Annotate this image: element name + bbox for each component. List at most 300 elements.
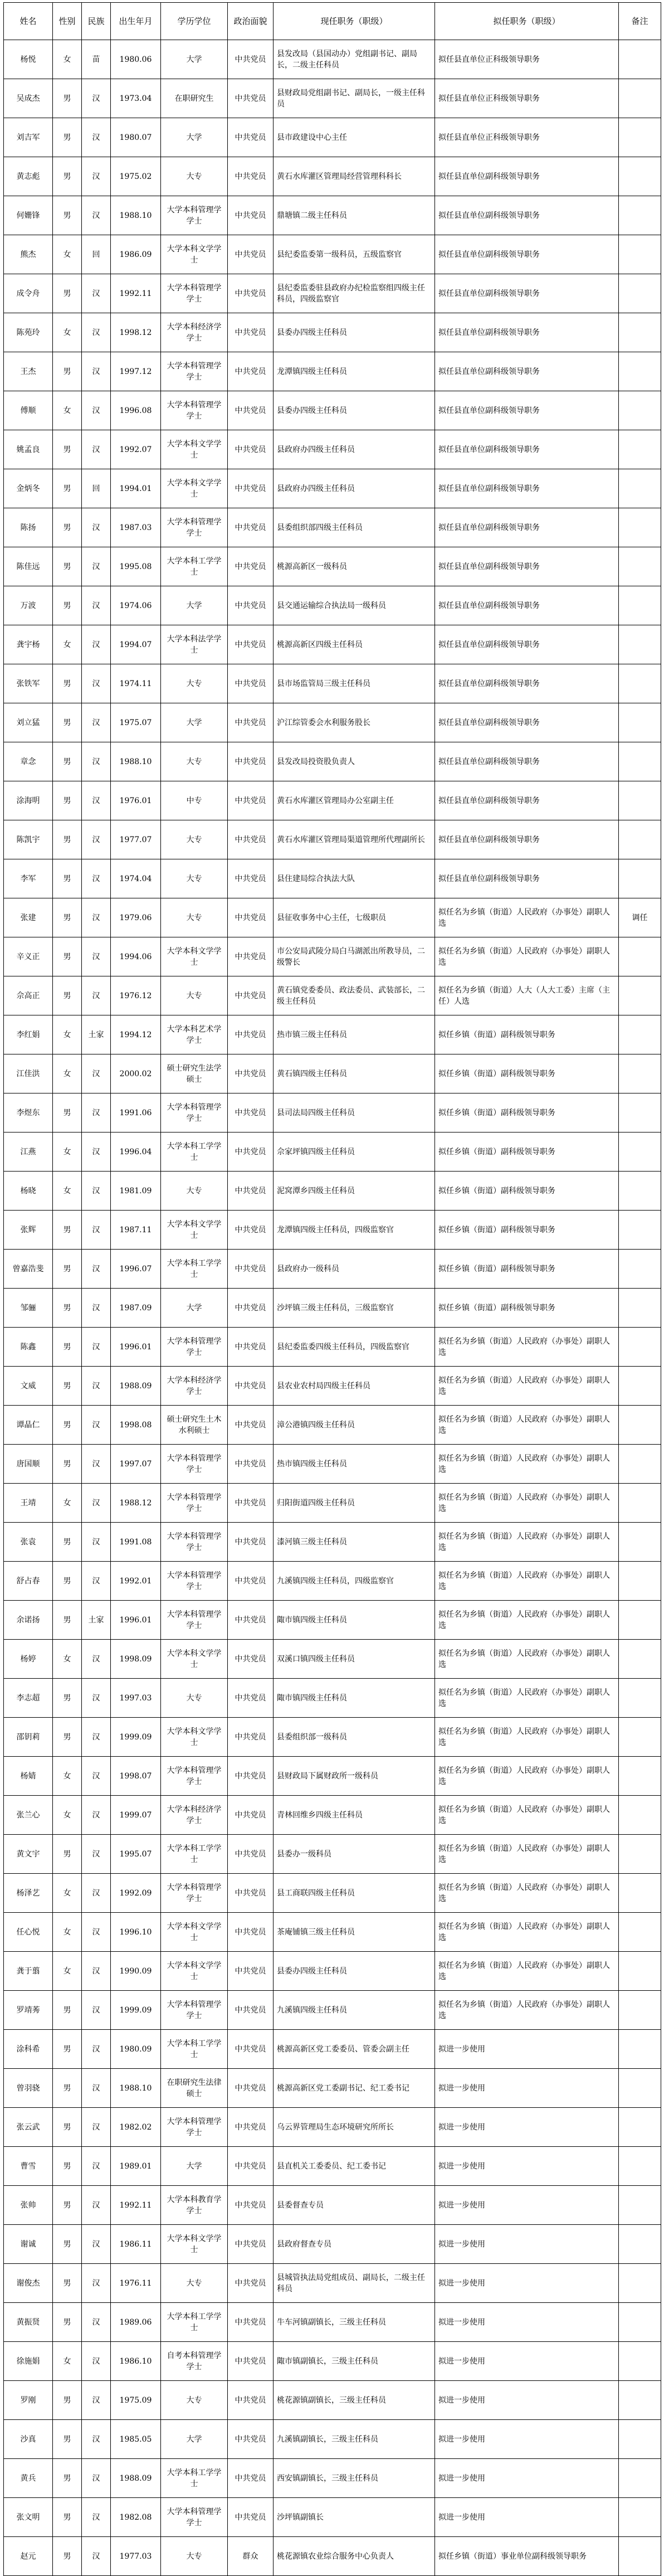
birth-cell: 1975.09 — [111, 2381, 161, 2420]
current-post-cell: 黄石水库灌区管理局办公室副主任 — [274, 781, 435, 820]
ethnicity-cell: 汉 — [82, 313, 111, 352]
remarks-cell — [619, 1211, 661, 1250]
political-cell: 中共党员 — [228, 274, 274, 313]
political-cell: 中共党员 — [228, 1640, 274, 1679]
current-post-cell: 县政府督查专员 — [274, 2225, 435, 2264]
gender-cell: 男 — [53, 430, 82, 469]
name-cell: 万波 — [4, 586, 53, 625]
ethnicity-cell: 回 — [82, 469, 111, 508]
political-cell: 中共党员 — [228, 352, 274, 391]
table-row — [4, 2108, 661, 2147]
gender-cell: 男 — [53, 2225, 82, 2264]
gender-cell: 男 — [53, 781, 82, 820]
ethnicity-cell: 汉 — [82, 2225, 111, 2264]
education-cell: 大学 — [161, 703, 228, 742]
political-cell: 中共党员 — [228, 1679, 274, 1718]
birth-cell: 1976.11 — [111, 2264, 161, 2303]
name-cell: 张兰心 — [4, 1796, 53, 1835]
ethnicity-cell: 汉 — [82, 118, 111, 157]
name-cell: 沙真 — [4, 2420, 53, 2459]
political-cell: 中共党员 — [228, 1874, 274, 1913]
proposed-post-cell: 拟任名为乡镇（街道）人民政府（办事处）副职人选 — [435, 1523, 619, 1562]
proposed-post-cell: 拟任县直单位副科级领导职务 — [435, 274, 619, 313]
gender-cell: 女 — [53, 40, 82, 79]
political-cell: 中共党员 — [228, 196, 274, 235]
proposed-post-cell: 拟任名为乡镇（街道）人民政府（办事处）副职人选 — [435, 1640, 619, 1679]
current-post-cell: 陬市镇四级主任科员 — [274, 1679, 435, 1718]
gender-cell: 女 — [53, 1484, 82, 1523]
current-post-cell: 县政府办四级主任科员 — [274, 430, 435, 469]
proposed-post-cell: 拟任名为乡镇（街道）人民政府（办事处）副职人选 — [435, 898, 619, 937]
current-post-cell: 县发改局投资股负责人 — [274, 742, 435, 781]
proposed-post-cell: 拟任名为乡镇（街道）人民政府（办事处）副职人选 — [435, 1718, 619, 1757]
birth-cell: 1997.12 — [111, 352, 161, 391]
ethnicity-cell: 汉 — [82, 1796, 111, 1835]
gender-cell: 女 — [53, 625, 82, 664]
birth-cell: 1997.03 — [111, 1679, 161, 1718]
birth-cell: 1987.09 — [111, 1289, 161, 1328]
ethnicity-cell: 汉 — [82, 2147, 111, 2186]
education-cell: 大学本科管理学学士 — [161, 508, 228, 547]
ethnicity-cell: 土家 — [82, 1601, 111, 1640]
political-cell: 中共党员 — [228, 2264, 274, 2303]
political-cell: 中共党员 — [228, 1445, 274, 1484]
proposed-post-cell: 拟进一步使用 — [435, 2030, 619, 2069]
table-row — [4, 1328, 661, 1367]
current-post-cell: 龙潭镇四级主任科员，四级监察官 — [274, 1211, 435, 1250]
education-cell: 大学本科文学学士 — [161, 1913, 228, 1952]
political-cell: 中共党员 — [228, 1133, 274, 1172]
ethnicity-cell: 汉 — [82, 2537, 111, 2576]
ethnicity-cell: 汉 — [82, 1562, 111, 1601]
current-post-cell: 县政府办一级科员 — [274, 1250, 435, 1289]
remarks-cell — [619, 1562, 661, 1601]
current-post-cell: 双溪口镇四级主任科员 — [274, 1640, 435, 1679]
table-row — [4, 391, 661, 430]
current-post-cell: 九溪镇四级主任科员，四级监察官 — [274, 1562, 435, 1601]
education-cell: 大学本科管理学学士 — [161, 1484, 228, 1523]
name-cell: 江燕 — [4, 1133, 53, 1172]
education-cell: 大学本科管理学学士 — [161, 2108, 228, 2147]
ethnicity-cell: 汉 — [82, 781, 111, 820]
birth-cell: 1995.08 — [111, 547, 161, 586]
ethnicity-cell: 汉 — [82, 508, 111, 547]
table-row — [4, 352, 661, 391]
proposed-post-cell: 拟任县直单位副科级领导职务 — [435, 391, 619, 430]
remarks-cell — [619, 1484, 661, 1523]
remarks-cell — [619, 781, 661, 820]
gender-cell: 女 — [53, 1054, 82, 1093]
remarks-cell — [619, 742, 661, 781]
name-cell: 任心悦 — [4, 1913, 53, 1952]
table-row — [4, 937, 661, 976]
ethnicity-cell: 汉 — [82, 859, 111, 898]
current-post-cell: 九溪镇四级主任科员 — [274, 1991, 435, 2030]
gender-cell: 男 — [53, 2147, 82, 2186]
gender-cell: 女 — [53, 1172, 82, 1211]
political-cell: 中共党员 — [228, 1523, 274, 1562]
ethnicity-cell: 汉 — [82, 2498, 111, 2537]
proposed-post-cell: 拟任县直单位副科级领导职务 — [435, 430, 619, 469]
proposed-post-cell: 拟任县直单位副科级领导职务 — [435, 508, 619, 547]
gender-cell: 男 — [53, 859, 82, 898]
table-row — [4, 1367, 661, 1406]
gender-cell: 女 — [53, 1874, 82, 1913]
political-cell: 群众 — [228, 2537, 274, 2576]
current-post-cell: 县直机关工委委员、纪工委书记 — [274, 2147, 435, 2186]
political-cell: 中共党员 — [228, 1250, 274, 1289]
proposed-post-cell: 拟任名为乡镇（街道）人民政府（办事处）副职人选 — [435, 1913, 619, 1952]
education-cell: 大学本科文学学士 — [161, 1211, 228, 1250]
name-cell: 金炳冬 — [4, 469, 53, 508]
name-cell: 曾羽骁 — [4, 2069, 53, 2108]
current-post-cell: 青林回维乡四级主任科员 — [274, 1796, 435, 1835]
gender-cell: 女 — [53, 1640, 82, 1679]
education-cell: 大学本科工学学士 — [161, 2459, 228, 2498]
birth-cell: 1994.12 — [111, 1015, 161, 1054]
political-cell: 中共党员 — [228, 79, 274, 118]
current-post-cell: 龙潭镇四级主任科员 — [274, 352, 435, 391]
col-header-name: 姓名 — [4, 3, 53, 40]
education-cell: 大专 — [161, 664, 228, 703]
gender-cell: 男 — [53, 1289, 82, 1328]
proposed-post-cell: 拟任名为乡镇（街道）人民政府（办事处）副职人选 — [435, 1484, 619, 1523]
name-cell: 熊杰 — [4, 235, 53, 274]
political-cell: 中共党员 — [228, 2459, 274, 2498]
remarks-cell — [619, 79, 661, 118]
table-row — [4, 1406, 661, 1445]
birth-cell: 1997.07 — [111, 1445, 161, 1484]
remarks-cell — [619, 820, 661, 859]
gender-cell: 男 — [53, 664, 82, 703]
remarks-cell — [619, 1406, 661, 1445]
name-cell: 陈佳远 — [4, 547, 53, 586]
ethnicity-cell: 汉 — [82, 1757, 111, 1796]
birth-cell: 1992.01 — [111, 1562, 161, 1601]
education-cell: 大学本科文学学士 — [161, 235, 228, 274]
birth-cell: 1977.03 — [111, 2537, 161, 2576]
birth-cell: 1999.07 — [111, 1796, 161, 1835]
table-row — [4, 781, 661, 820]
education-cell: 大学 — [161, 118, 228, 157]
political-cell: 中共党员 — [228, 2030, 274, 2069]
education-cell: 大学本科管理学学士 — [161, 1601, 228, 1640]
name-cell: 余诺扬 — [4, 1601, 53, 1640]
proposed-post-cell: 拟任名为乡镇（街道）人民政府（办事处）副职人选 — [435, 1874, 619, 1913]
name-cell: 辛义正 — [4, 937, 53, 976]
remarks-cell — [619, 1835, 661, 1874]
remarks-cell — [619, 1445, 661, 1484]
education-cell: 在职研究生 — [161, 79, 228, 118]
name-cell: 黄兵 — [4, 2459, 53, 2498]
gender-cell: 男 — [53, 1445, 82, 1484]
birth-cell: 1977.07 — [111, 820, 161, 859]
education-cell: 大学本科管理学学士 — [161, 1523, 228, 1562]
birth-cell: 1982.02 — [111, 2108, 161, 2147]
ethnicity-cell: 汉 — [82, 1328, 111, 1367]
political-cell: 中共党员 — [228, 1718, 274, 1757]
birth-cell: 1976.01 — [111, 781, 161, 820]
proposed-post-cell: 拟进一步使用 — [435, 2303, 619, 2342]
proposed-post-cell: 拟任乡镇（街道）副科级领导职务 — [435, 1054, 619, 1093]
current-post-cell: 市公安局武陵分局白马湖派出所教导员，二级警长 — [274, 937, 435, 976]
name-cell: 张辉 — [4, 1211, 53, 1250]
birth-cell: 1990.09 — [111, 1952, 161, 1991]
proposed-post-cell: 拟进一步使用 — [435, 2381, 619, 2420]
political-cell: 中共党员 — [228, 1796, 274, 1835]
current-post-cell: 西安镇副镇长，三级主任科员 — [274, 2459, 435, 2498]
political-cell: 中共党员 — [228, 898, 274, 937]
ethnicity-cell: 汉 — [82, 2420, 111, 2459]
table-row — [4, 1991, 661, 2030]
name-cell: 王杰 — [4, 352, 53, 391]
political-cell: 中共党员 — [228, 976, 274, 1015]
education-cell: 硕士研究生法学硕士 — [161, 1054, 228, 1093]
gender-cell: 男 — [53, 1601, 82, 1640]
proposed-post-cell: 拟任县直单位副科级领导职务 — [435, 313, 619, 352]
table-row — [4, 2264, 661, 2303]
political-cell: 中共党员 — [228, 1054, 274, 1093]
birth-cell: 1991.06 — [111, 1093, 161, 1133]
birth-cell: 1989.01 — [111, 2147, 161, 2186]
table-row — [4, 1952, 661, 1991]
political-cell: 中共党员 — [228, 1289, 274, 1328]
table-row — [4, 274, 661, 313]
political-cell: 中共党员 — [228, 508, 274, 547]
proposed-post-cell: 拟任名为乡镇（街道）人民政府（办事处）副职人选 — [435, 1679, 619, 1718]
name-cell: 曾嘉浩斐 — [4, 1250, 53, 1289]
current-post-cell: 桃花源镇农业综合服务中心负责人 — [274, 2537, 435, 2576]
remarks-cell — [619, 2498, 661, 2537]
birth-cell: 1981.09 — [111, 1172, 161, 1211]
ethnicity-cell: 汉 — [82, 898, 111, 937]
ethnicity-cell: 汉 — [82, 2069, 111, 2108]
proposed-post-cell: 拟任名为乡镇（街道）人民政府（办事处）副职人选 — [435, 1601, 619, 1640]
remarks-cell — [619, 1054, 661, 1093]
proposed-post-cell: 拟任县直单位副科级领导职务 — [435, 235, 619, 274]
remarks-cell — [619, 1133, 661, 1172]
political-cell: 中共党员 — [228, 1601, 274, 1640]
current-post-cell: 桃源高新区一级科员 — [274, 547, 435, 586]
name-cell: 张建 — [4, 898, 53, 937]
remarks-cell — [619, 2030, 661, 2069]
birth-cell: 1992.11 — [111, 2186, 161, 2225]
table-row — [4, 430, 661, 469]
current-post-cell: 乌云界管理局生态环境研究所所长 — [274, 2108, 435, 2147]
ethnicity-cell: 汉 — [82, 1679, 111, 1718]
ethnicity-cell: 汉 — [82, 2459, 111, 2498]
education-cell: 大学本科管理学学士 — [161, 1445, 228, 1484]
remarks-cell — [619, 2108, 661, 2147]
remarks-cell — [619, 1796, 661, 1835]
current-post-cell: 黄石水库灌区管理局渠道管理所代理副所长 — [274, 820, 435, 859]
gender-cell: 男 — [53, 352, 82, 391]
name-cell: 李红娟 — [4, 1015, 53, 1054]
current-post-cell: 茶庵铺镇三级主任科员 — [274, 1913, 435, 1952]
gender-cell: 男 — [53, 118, 82, 157]
table-row — [4, 898, 661, 937]
birth-cell: 1992.07 — [111, 430, 161, 469]
education-cell: 大学 — [161, 40, 228, 79]
table-row — [4, 820, 661, 859]
table-row — [4, 2537, 661, 2576]
education-cell: 大学本科工学学士 — [161, 1835, 228, 1874]
table-row — [4, 1523, 661, 1562]
political-cell: 中共党员 — [228, 937, 274, 976]
name-cell: 谢俊杰 — [4, 2264, 53, 2303]
name-cell: 刘吉军 — [4, 118, 53, 157]
current-post-cell: 热市镇四级主任科员 — [274, 1445, 435, 1484]
name-cell: 章念 — [4, 742, 53, 781]
table-row — [4, 40, 661, 79]
table-row — [4, 1679, 661, 1718]
remarks-cell — [619, 1601, 661, 1640]
political-cell: 中共党员 — [228, 1093, 274, 1133]
gender-cell: 男 — [53, 79, 82, 118]
remarks-cell: 调任 — [619, 898, 661, 937]
table-row — [4, 586, 661, 625]
education-cell: 大学本科文学学士 — [161, 1640, 228, 1679]
current-post-cell: 牛车河镇副镇长，三级主任科员 — [274, 2303, 435, 2342]
ethnicity-cell: 汉 — [82, 79, 111, 118]
gender-cell: 女 — [53, 235, 82, 274]
name-cell: 龚于翦 — [4, 1952, 53, 1991]
proposed-post-cell: 拟任乡镇（街道）副科级领导职务 — [435, 1250, 619, 1289]
current-post-cell: 县发改局（县国动办）党组副书记、副局长，二级主任科员 — [274, 40, 435, 79]
political-cell: 中共党员 — [228, 2069, 274, 2108]
name-cell: 陈鑫 — [4, 1328, 53, 1367]
birth-cell: 1994.01 — [111, 469, 161, 508]
proposed-post-cell: 拟任县直单位副科级领导职务 — [435, 703, 619, 742]
current-post-cell: 县住建局综合执法大队 — [274, 859, 435, 898]
birth-cell: 1979.06 — [111, 898, 161, 937]
education-cell: 大学 — [161, 586, 228, 625]
remarks-cell — [619, 2420, 661, 2459]
proposed-post-cell: 拟进一步使用 — [435, 2147, 619, 2186]
political-cell: 中共党员 — [228, 157, 274, 196]
remarks-cell — [619, 313, 661, 352]
ethnicity-cell: 汉 — [82, 430, 111, 469]
table-row — [4, 2147, 661, 2186]
current-post-cell: 黄石镇四级主任科员 — [274, 1054, 435, 1093]
table-row — [4, 1289, 661, 1328]
table-row — [4, 664, 661, 703]
ethnicity-cell: 汉 — [82, 2342, 111, 2381]
remarks-cell — [619, 274, 661, 313]
table-row — [4, 1640, 661, 1679]
political-cell: 中共党员 — [228, 781, 274, 820]
political-cell: 中共党员 — [228, 2186, 274, 2225]
table-row — [4, 1874, 661, 1913]
table-row — [4, 2498, 661, 2537]
remarks-cell — [619, 1679, 661, 1718]
table-row — [4, 1250, 661, 1289]
birth-cell: 1998.09 — [111, 1640, 161, 1679]
remarks-cell — [619, 2342, 661, 2381]
col-header-birth: 出生年月 — [111, 3, 161, 40]
remarks-cell — [619, 2264, 661, 2303]
table-row — [4, 313, 661, 352]
gender-cell: 男 — [53, 2264, 82, 2303]
education-cell: 大学本科管理学学士 — [161, 352, 228, 391]
proposed-post-cell: 拟任县直单位副科级领导职务 — [435, 625, 619, 664]
birth-cell: 1992.09 — [111, 1874, 161, 1913]
ethnicity-cell: 苗 — [82, 40, 111, 79]
gender-cell: 女 — [53, 1913, 82, 1952]
birth-cell: 1982.08 — [111, 2498, 161, 2537]
name-cell: 曹雪 — [4, 2147, 53, 2186]
proposed-post-cell: 拟任名为乡镇（街道）人大（人大工委）主席（主任）人选 — [435, 976, 619, 1015]
ethnicity-cell: 汉 — [82, 1952, 111, 1991]
education-cell: 大专 — [161, 820, 228, 859]
ethnicity-cell: 汉 — [82, 1913, 111, 1952]
ethnicity-cell: 汉 — [82, 625, 111, 664]
proposed-post-cell: 拟任乡镇（街道）副科级领导职务 — [435, 1289, 619, 1328]
gender-cell: 男 — [53, 2069, 82, 2108]
name-cell: 陈扬 — [4, 508, 53, 547]
gender-cell: 男 — [53, 2303, 82, 2342]
current-post-cell: 热市镇三级主任科员 — [274, 1015, 435, 1054]
birth-cell: 1987.11 — [111, 1211, 161, 1250]
education-cell: 大学本科工学学士 — [161, 1133, 228, 1172]
gender-cell: 男 — [53, 2108, 82, 2147]
name-cell: 张铁军 — [4, 664, 53, 703]
education-cell: 在职研究生法律硕士 — [161, 2069, 228, 2108]
table-row — [4, 118, 661, 157]
current-post-cell: 县委办一级科员 — [274, 1835, 435, 1874]
education-cell: 大专 — [161, 1679, 228, 1718]
name-cell: 赵元 — [4, 2537, 53, 2576]
remarks-cell — [619, 2537, 661, 2576]
education-cell: 大学本科管理学学士 — [161, 196, 228, 235]
table-row — [4, 1835, 661, 1874]
remarks-cell — [619, 664, 661, 703]
current-post-cell: 县纪委监委驻县政府办纪检监察组四级主任科员，四级监察官 — [274, 274, 435, 313]
name-cell: 涂海明 — [4, 781, 53, 820]
proposed-post-cell: 拟任县直单位正科级领导职务 — [435, 79, 619, 118]
remarks-cell — [619, 625, 661, 664]
education-cell: 大学 — [161, 2147, 228, 2186]
education-cell: 大学本科经济学学士 — [161, 1796, 228, 1835]
name-cell: 涂科希 — [4, 2030, 53, 2069]
political-cell: 中共党员 — [228, 1211, 274, 1250]
current-post-cell: 县工商联四级主任科员 — [274, 1874, 435, 1913]
education-cell: 大学本科文学学士 — [161, 430, 228, 469]
col-header-ethnicity: 民族 — [82, 3, 111, 40]
gender-cell: 男 — [53, 898, 82, 937]
gender-cell: 女 — [53, 1133, 82, 1172]
name-cell: 张帅 — [4, 2186, 53, 2225]
political-cell: 中共党员 — [228, 2108, 274, 2147]
political-cell: 中共党员 — [228, 820, 274, 859]
name-cell: 陈苑玲 — [4, 313, 53, 352]
name-cell: 龚宇杨 — [4, 625, 53, 664]
table-row — [4, 625, 661, 664]
birth-cell: 1988.10 — [111, 2069, 161, 2108]
birth-cell: 1980.07 — [111, 118, 161, 157]
education-cell: 大专 — [161, 1172, 228, 1211]
gender-cell: 男 — [53, 703, 82, 742]
current-post-cell: 泥窝潭乡四级主任科员 — [274, 1172, 435, 1211]
table-row — [4, 1562, 661, 1601]
remarks-cell — [619, 1757, 661, 1796]
birth-cell: 1976.12 — [111, 976, 161, 1015]
remarks-cell — [619, 2303, 661, 2342]
name-cell: 邹骊 — [4, 1289, 53, 1328]
remarks-cell — [619, 196, 661, 235]
birth-cell: 1985.05 — [111, 2420, 161, 2459]
remarks-cell — [619, 2381, 661, 2420]
